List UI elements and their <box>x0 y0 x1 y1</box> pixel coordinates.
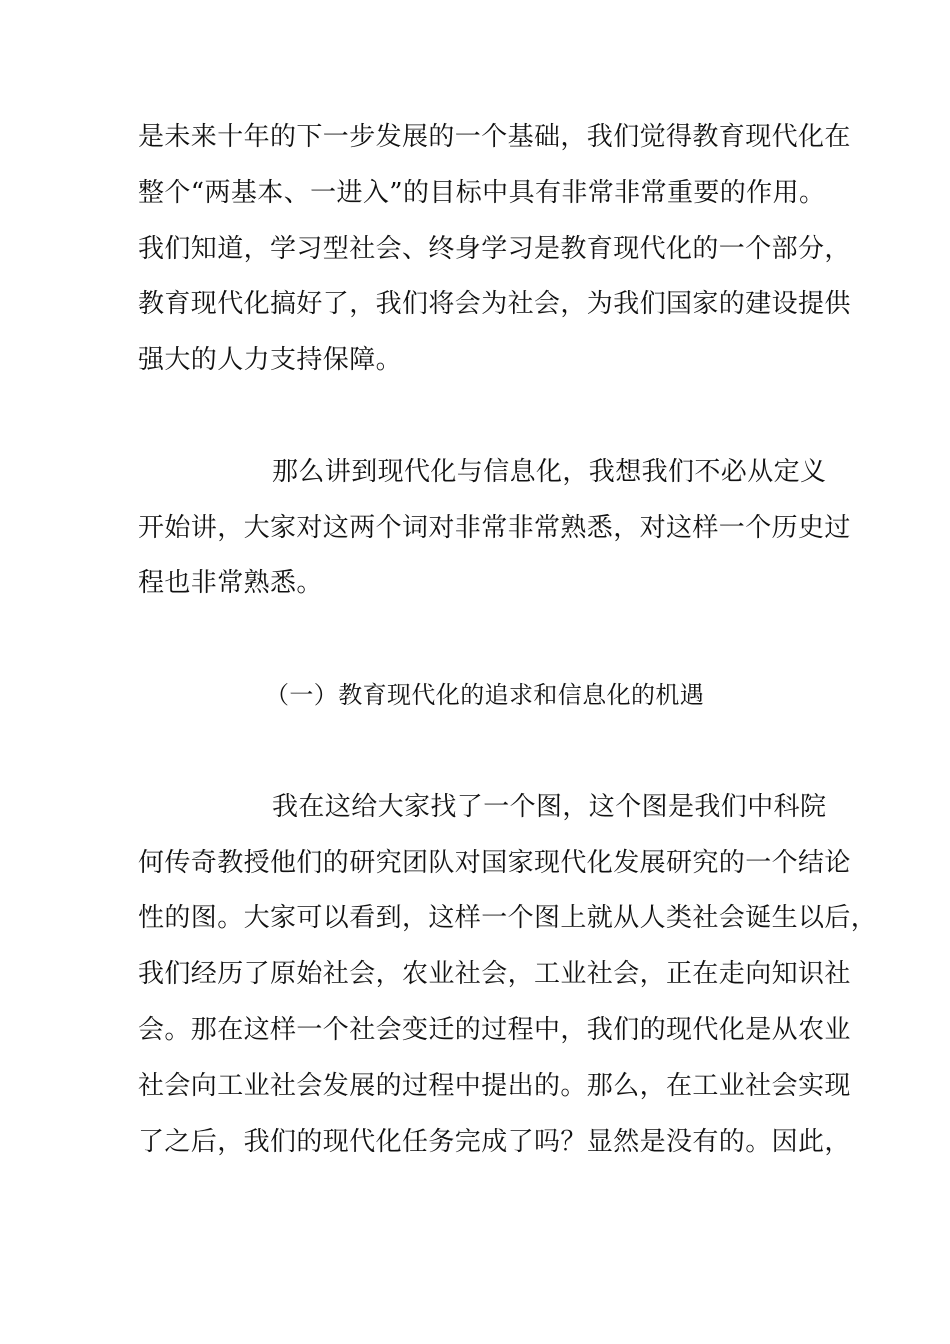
paragraph-3-line-2: 何传奇教授他们的研究团队对国家现代化发展研究的一个结论 <box>138 848 851 878</box>
paragraph-3-line-7: 了之后，我们的现代化任务完成了吗？显然是没有的。因此， <box>138 1127 851 1157</box>
paragraph-3-line-4: 我们经历了原始社会，农业社会，工业社会，正在走向知识社 <box>138 959 851 989</box>
paragraph-2-line-1: 那么讲到现代化与信息化，我想我们不必从定义 <box>272 457 827 487</box>
paragraph-1-line-4: 教育现代化搞好了，我们将会为社会，为我们国家的建设提供 <box>138 289 851 319</box>
paragraph-1-line-5: 强大的人力支持保障。 <box>138 345 403 375</box>
paragraph-2-line-2: 开始讲，大家对这两个词对非常非常熟悉，对这样一个历史过 <box>138 513 851 543</box>
paragraph-3-line-6: 社会向工业社会发展的过程中提出的。那么，在工业社会实现 <box>138 1071 851 1101</box>
paragraph-1-line-3: 我们知道，学习型社会、终身学习是教育现代化的一个部分， <box>138 234 851 264</box>
section-heading: （一）教育现代化的追求和信息化的机遇 <box>265 681 705 709</box>
paragraph-1-line-2: 整个“两基本、一进入”的目标中具有非常非常重要的作用。 <box>138 178 826 208</box>
paragraph-3-line-5: 会。那在这样一个社会变迁的过程中，我们的现代化是从农业 <box>138 1015 851 1045</box>
paragraph-2-line-3: 程也非常熟悉。 <box>138 568 323 598</box>
paragraph-1-line-1: 是未来十年的下一步发展的一个基础，我们觉得教育现代化在 <box>138 122 851 152</box>
paragraph-3-line-1: 我在这给大家找了一个图，这个图是我们中科院 <box>272 792 827 822</box>
paragraph-3-line-3: 性的图。大家可以看到，这样一个图上就从人类社会诞生以后， <box>138 903 878 933</box>
